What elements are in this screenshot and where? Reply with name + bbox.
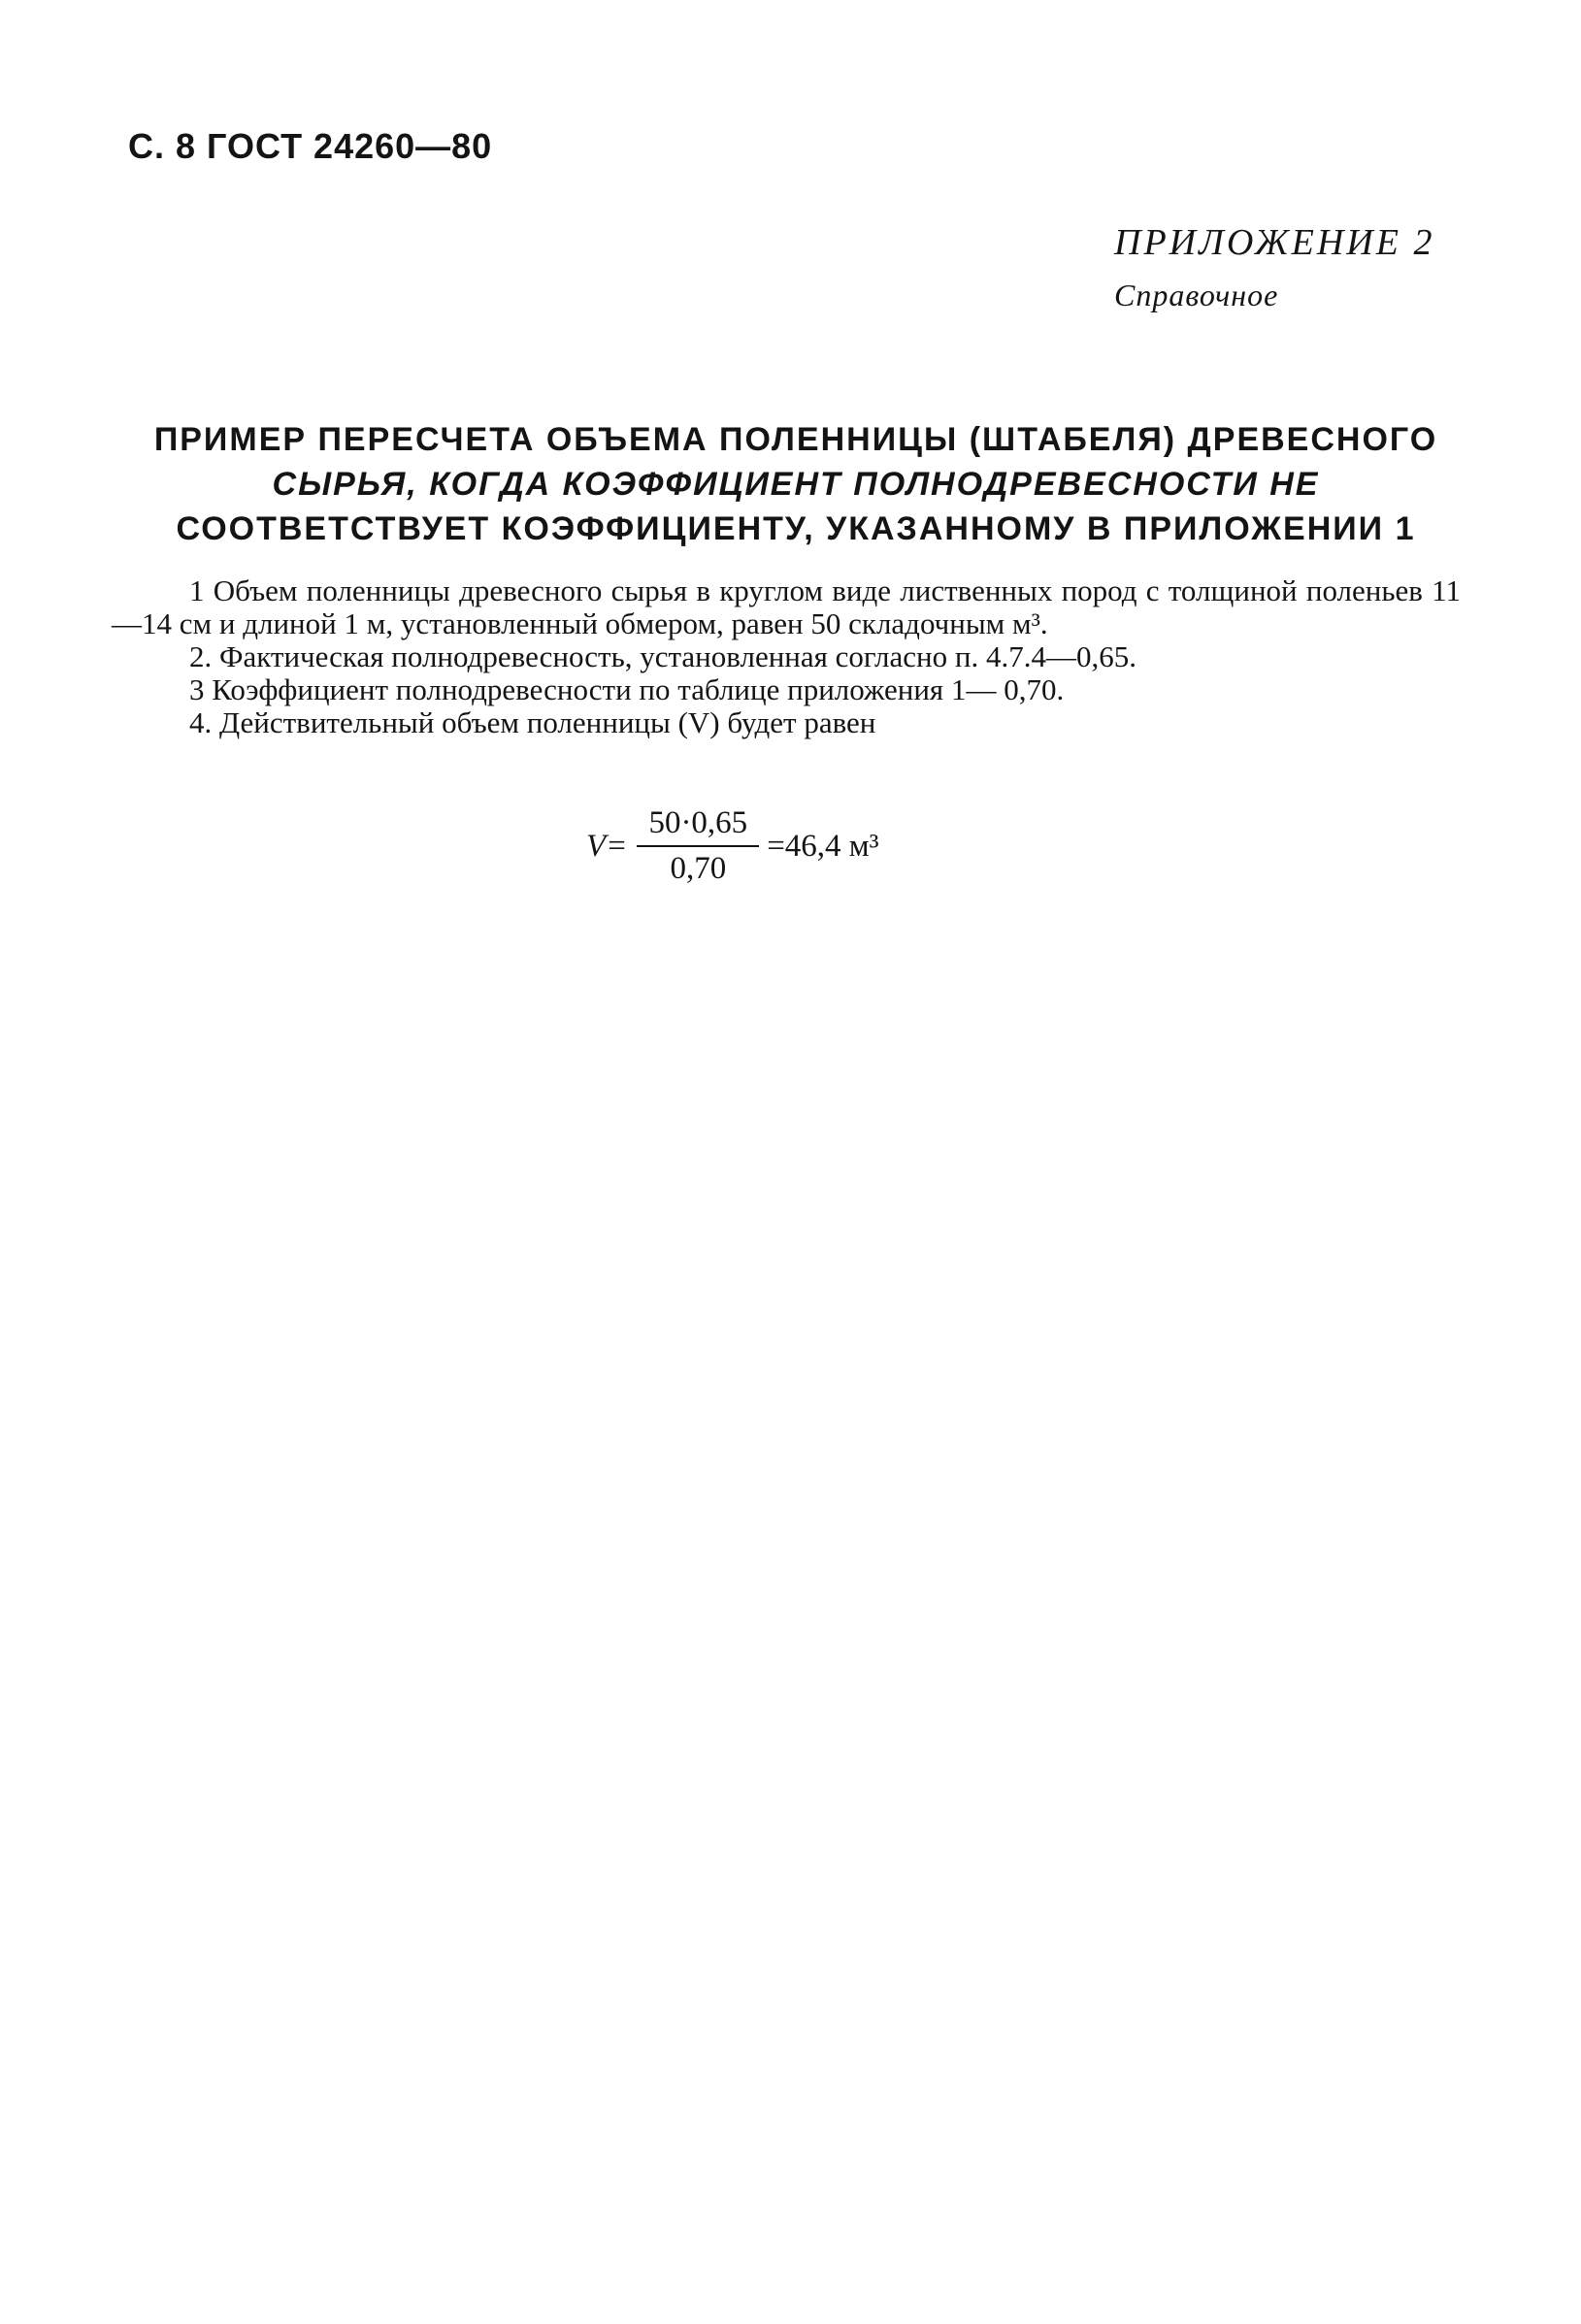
volume-formula bbox=[586, 805, 879, 887]
page-header: С. 8 ГОСТ 24260—80 bbox=[128, 126, 493, 166]
paragraph-1: 1 Объем поленницы древесного сырья в круглом виде лиственных пород с толщиной поленьев 11—14 см и длиной 1 м, установленный обмером, равен 50 складочным м³. bbox=[112, 573, 1461, 640]
formula-lhs: V= bbox=[586, 828, 628, 864]
document-body bbox=[112, 574, 1461, 739]
appendix-type: Справочное bbox=[1114, 278, 1279, 312]
paragraph-2: 2. Фактическая полнодревесность, установленная согласно п. 4.7.4—0,65. bbox=[189, 639, 1136, 673]
formula-denominator: 0,70 bbox=[670, 851, 727, 886]
formula-numerator: 50·0,65 bbox=[637, 805, 759, 847]
formula-result: =46,4 м³ bbox=[767, 828, 879, 864]
document-title bbox=[116, 417, 1475, 551]
paragraph-3: 3 Коэффициент полнодревесности по таблице приложения 1— 0,70. bbox=[189, 672, 1065, 706]
paragraph-4: 4. Действительный объем поленницы (V) будет равен bbox=[189, 705, 876, 739]
title-line-1: ПРИМЕР ПЕРЕСЧЕТА ОБЪЕМА ПОЛЕННИЦЫ (ШТАБЕЛЯ) ДРЕВЕСНОГО bbox=[153, 421, 1438, 458]
appendix-label: ПРИЛОЖЕНИЕ 2 bbox=[1114, 222, 1435, 263]
title-line-2: СЫРЬЯ, КОГДА КОЭФФИЦИЕНТ ПОЛНОДРЕВЕСНОСТИ НЕ bbox=[272, 466, 1320, 503]
title-line-3: СООТВЕТСТВУЕТ КОЭФФИЦИЕНТУ, УКАЗАННОМУ В ПРИЛОЖЕНИИ 1 bbox=[176, 510, 1416, 547]
formula-fraction bbox=[637, 805, 759, 887]
